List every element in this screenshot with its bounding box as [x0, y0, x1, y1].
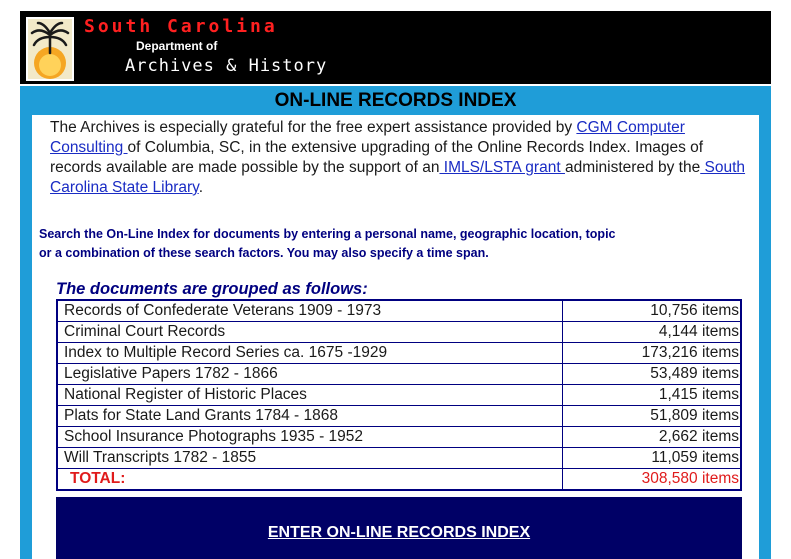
record-count: 51,809 items [563, 406, 742, 427]
record-count: 4,144 items [563, 322, 742, 343]
record-name: Will Transcripts 1782 - 1855 [57, 448, 563, 469]
search-instructions-line-1: Search the On-Line Index for documents by entering a personal name, geographic location, topic [39, 227, 616, 241]
total-row [57, 469, 741, 491]
record-name: School Insurance Photographs 1935 - 1952 [57, 427, 563, 448]
search-instructions-line-2: or a combination of these search factors. You may also specify a time span. [39, 246, 489, 260]
total-count: 308,580 items [563, 469, 742, 491]
imls-lsta-grant-link[interactable]: IMLS/LSTA grant [439, 159, 565, 176]
intro-text-4: . [198, 179, 204, 196]
record-name: Records of Confederate Veterans 1909 - 1973 [57, 300, 563, 322]
record-name: Legislative Papers 1782 - 1866 [57, 364, 563, 385]
record-name: National Register of Historic Places [57, 385, 563, 406]
search-instructions [39, 225, 759, 263]
header-agency-name: Archives & History [125, 56, 328, 76]
total-label: TOTAL: [57, 469, 563, 491]
table-row [57, 385, 741, 406]
intro-text-2: of Columbia, SC, in the extensive upgrading of the Online Records Index. Images of records available are made possible by the support of an [50, 139, 704, 176]
table-row [57, 427, 741, 448]
enter-index-box [56, 497, 742, 559]
record-count: 2,662 items [563, 427, 742, 448]
table-row [57, 406, 741, 427]
state-library-link[interactable]: South Carolina State Library [50, 159, 746, 196]
record-name: Index to Multiple Record Series ca. 1675 -1929 [57, 343, 563, 364]
record-count: 173,216 items [563, 343, 742, 364]
intro-text-3: administered by the [564, 159, 701, 176]
content-area [32, 115, 759, 559]
record-name: Criminal Court Records [57, 322, 563, 343]
enter-records-index-link[interactable]: ENTER ON-LINE RECORDS INDEX [267, 524, 531, 541]
header-department: Department of [136, 39, 218, 53]
site-header [20, 11, 771, 84]
header-state-name: South Carolina [84, 16, 278, 37]
record-count: 10,756 items [563, 300, 742, 322]
table-row [57, 322, 741, 343]
record-count: 1,415 items [563, 385, 742, 406]
content-panel [20, 86, 771, 559]
intro-text-1: The Archives is especially grateful for the free expert assistance provided by [50, 119, 577, 136]
cgm-consulting-link[interactable]: CGM Computer Consulting [50, 119, 685, 156]
table-row [57, 343, 741, 364]
documents-subheading: The documents are grouped as follows: [56, 280, 368, 298]
table-row [57, 300, 741, 322]
record-count: 11,059 items [563, 448, 742, 469]
record-name: Plats for State Land Grants 1784 - 1868 [57, 406, 563, 427]
record-count: 53,489 items [563, 364, 742, 385]
table-row [57, 364, 741, 385]
intro-paragraph [50, 118, 750, 198]
page-title: ON-LINE RECORDS INDEX [274, 90, 517, 111]
palmetto-seal-icon [26, 17, 74, 81]
records-table [56, 299, 742, 491]
table-row [57, 448, 741, 469]
